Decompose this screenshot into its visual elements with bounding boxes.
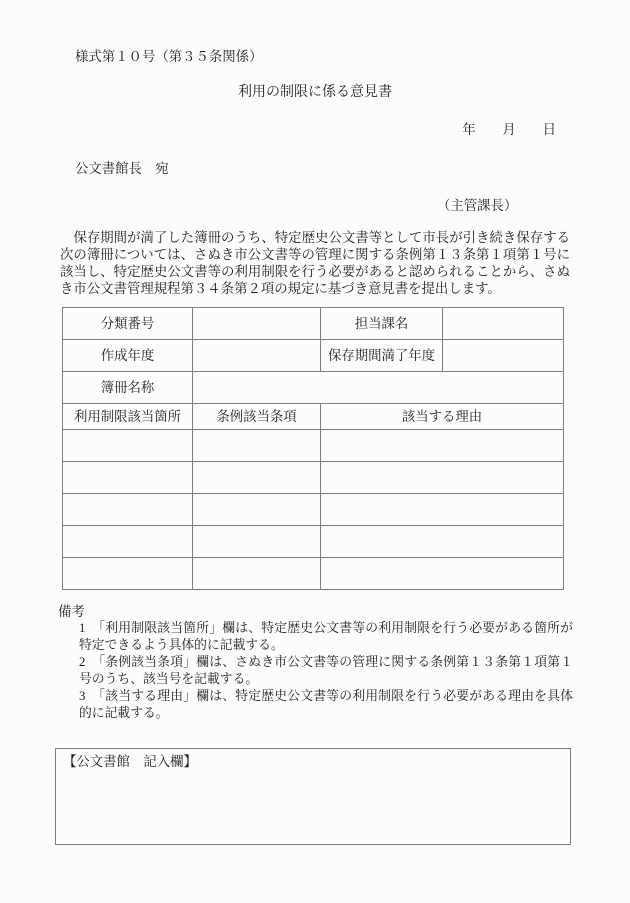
empty-cell [63,494,193,526]
header-ordinance-clause: 条例該当条項 [193,404,321,430]
empty-cell [63,526,193,558]
note-separator [85,689,98,703]
details-table [62,307,564,590]
table-row [63,526,564,558]
note-separator [85,655,98,669]
label-classification-number: 分類番号 [63,308,193,340]
header-applicable-reason: 該当する理由 [321,404,564,430]
note-separator [85,621,98,635]
value-classification-number [193,308,321,340]
note-item-2 [79,654,573,688]
empty-cell [193,558,321,590]
form-number-label: 様式第１０号（第３５条関係） [75,49,263,64]
table-row [63,494,564,526]
notes-list [79,620,573,722]
table-row [63,430,564,462]
table-row [63,462,564,494]
empty-cell [321,558,564,590]
row-classification [63,308,564,340]
archive-box-label: 【公文書館 記入欄】 [63,754,197,769]
notes-title: 備考 [58,604,85,619]
empty-cell [63,430,193,462]
body-paragraph: 保存期間が満了した簿冊のうち、特定歴史公文書等として市長が引き続き保存する次の簿冊については、さぬき市公文書等の管理に関する条例第１３条第１項第１号に該当し、特定歴史公文書等の利用制限を行う必要があると認められることから、さぬき市公文書管理規程第３４条第２項の規定に基づき意見書を提出します。 [60,230,570,296]
sender-line: （主管課長） [437,198,518,213]
document-title: 利用の制限に係る意見書 [238,85,392,100]
date-line: 年 月 日 [462,122,556,137]
empty-cell [63,558,193,590]
row-column-headers [63,404,564,430]
empty-cell [321,526,564,558]
label-retention-expiry-year: 保存期間満了年度 [321,340,443,372]
note-item-1 [79,620,573,654]
row-years [63,340,564,372]
note-text: 「利用制限該当箇所」欄は、特定歴史公文書等の利用制限を行う必要がある箇所が特定できるよう具体的に記載する。 [79,621,573,652]
note-number: 1 [79,621,86,635]
archive-entry-box [55,748,571,845]
empty-cell [63,462,193,494]
header-restriction-location: 利用制限該当箇所 [63,404,193,430]
value-volume-name [193,372,564,404]
empty-cell [321,462,564,494]
row-volume-name [63,372,564,404]
empty-cell [193,494,321,526]
table-row [63,558,564,590]
value-creation-year [193,340,321,372]
label-creation-year: 作成年度 [63,340,193,372]
empty-cell [193,430,321,462]
addressee-line: 公文書館長 宛 [75,161,169,176]
label-volume-name: 簿冊名称 [63,372,193,404]
note-number: 3 [79,689,86,703]
empty-cell [193,526,321,558]
label-responsible-section: 担当課名 [321,308,443,340]
empty-cell [321,494,564,526]
empty-cell [193,462,321,494]
note-text: 「該当する理由」欄は、特定歴史公文書等の利用制限を行う必要がある理由を具体的に記載する。 [79,689,573,720]
value-retention-expiry-year [443,340,564,372]
note-item-3 [79,688,573,722]
value-responsible-section [443,308,564,340]
note-number: 2 [79,655,86,669]
empty-cell [321,430,564,462]
note-text: 「条例該当条項」欄は、さぬき市公文書等の管理に関する条例第１３条第１項第１号のうち、該当号を記載する。 [79,655,573,686]
